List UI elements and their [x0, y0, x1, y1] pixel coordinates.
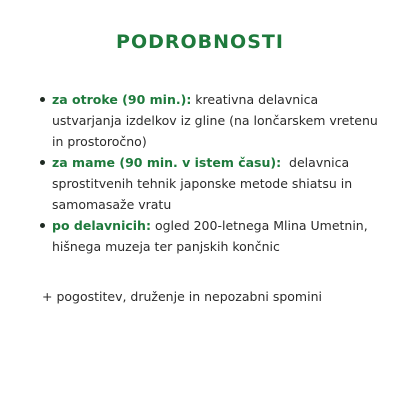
details-list	[40, 89, 390, 257]
item-lead: za otroke (90 min.):	[52, 92, 192, 107]
list-item-children	[40, 89, 390, 152]
item-lead: za mame (90 min. v istem času):	[52, 155, 282, 170]
extras-note: + pogostitev, druženje in nepozabni spomini	[42, 289, 322, 304]
item-text: delavnica sprostitvenih tehnik japonske metode shiatsu in samomasaže vratu	[52, 155, 357, 212]
item-text: kreativna delavnica ustvarjanja izdelkov iz gline (na lončarskem vretenu in prostoročno)	[52, 92, 378, 149]
bullet-icon	[40, 97, 45, 102]
list-item-mothers	[40, 152, 390, 215]
bullet-icon	[40, 160, 45, 165]
page-title: PODROBNOSTI	[116, 31, 284, 53]
bullet-icon	[40, 223, 45, 228]
item-text: ogled 200-letnega Mlina Umetnin, hišnega muzeja ter panjskih končnic	[52, 218, 368, 254]
list-item-after-workshops	[40, 215, 390, 257]
item-lead: po delavnicih:	[52, 218, 151, 233]
